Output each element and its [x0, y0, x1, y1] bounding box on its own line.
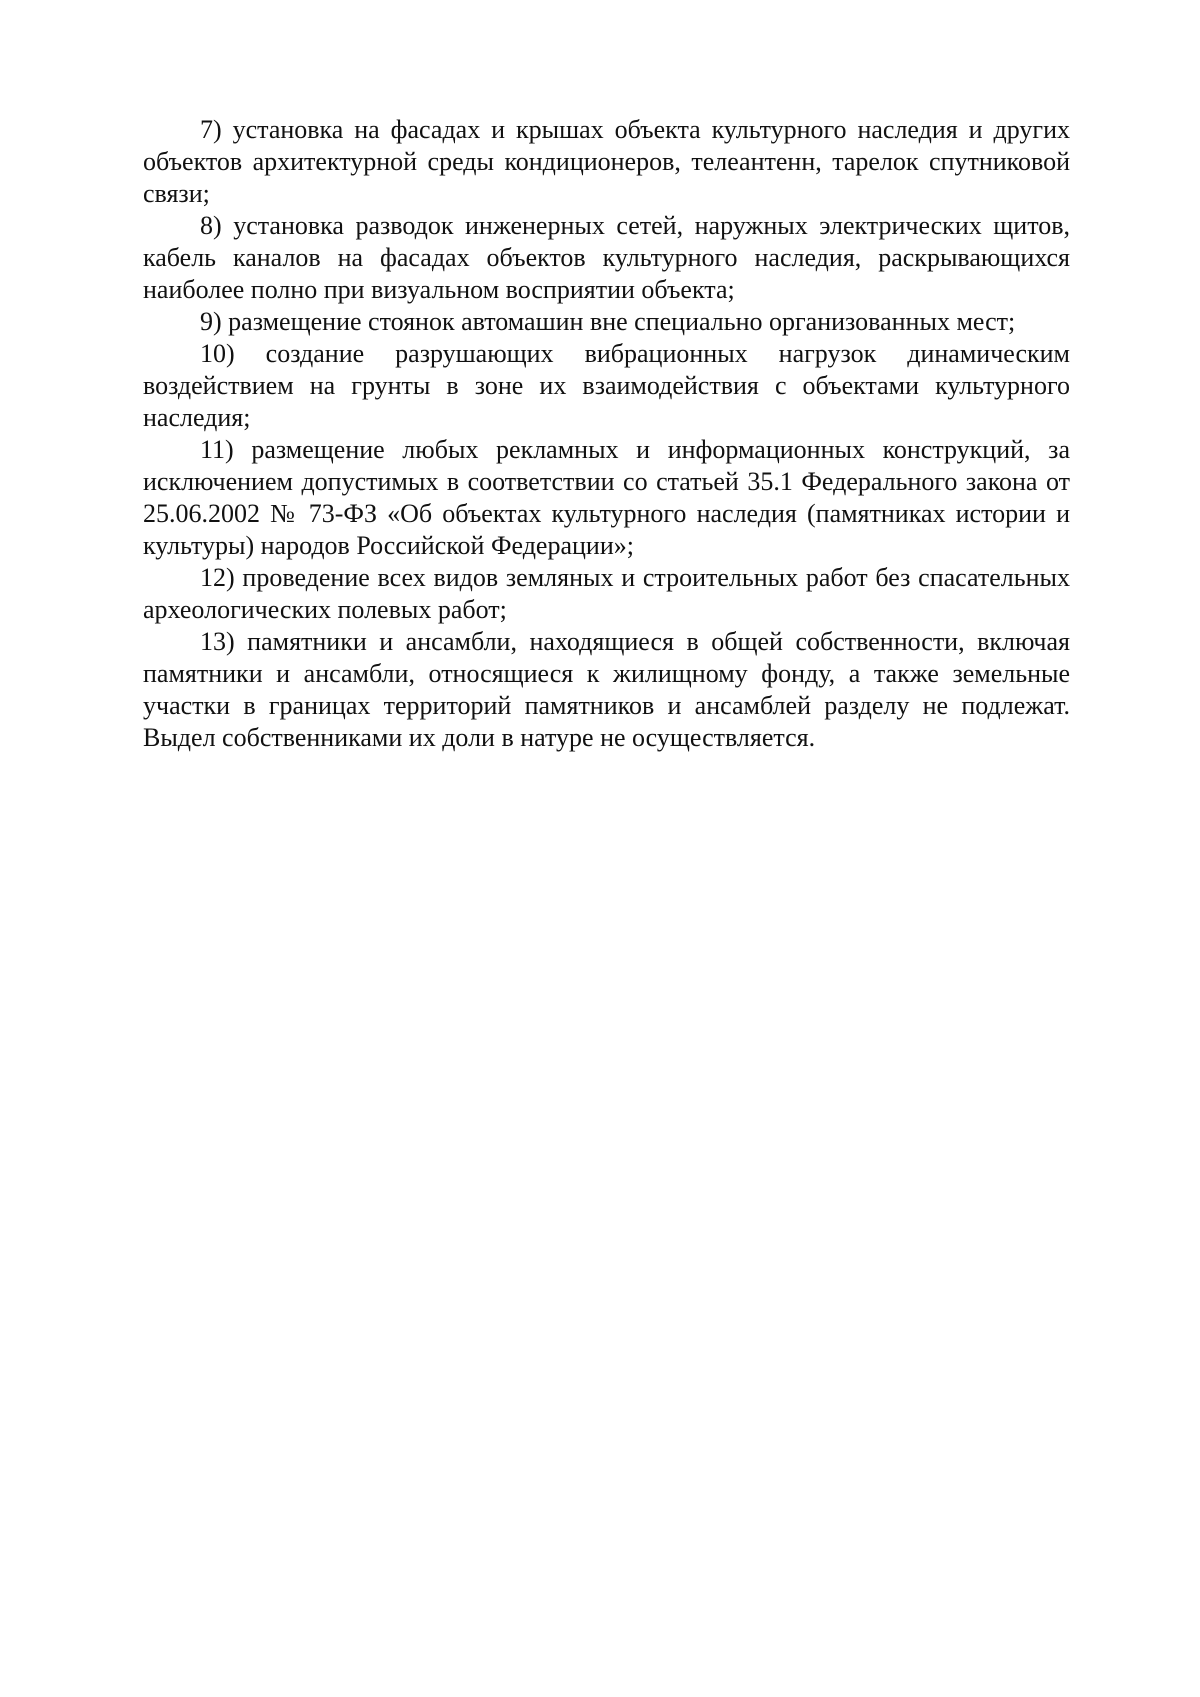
list-item-9: 9) размещение стоянок автомашин вне специально организованных мест; — [200, 307, 1016, 336]
list-item-13: 13) памятники и ансамбли, находящиеся в общей собственности, включая памятники и ансамбли, относящиеся к жилищному фонду, а также земельные участки в границах территорий памятников и ансамблей разделу не подлежат. Выдел собственниками их доли в натуре не осуществляется. — [143, 627, 1070, 752]
list-item-7: 7) установка на фасадах и крышах объекта культурного наследия и других объектов архитектурной среды кондиционеров, телеантенн, тарелок спутниковой связи; — [143, 115, 1070, 208]
list-item-11: 11) размещение любых рекламных и информационных конструкций, за исключением допустимых в соответствии со статьей 35.1 Федерального закона от 25.06.2002 № 73-ФЗ «Об объектах культурного наследия (памятниках истории и культуры) народов Российской Федерации»; — [143, 435, 1070, 560]
list-item-12: 12) проведение всех видов земляных и строительных работ без спасательных археологических полевых работ; — [143, 563, 1070, 624]
list-item-10: 10) создание разрушающих вибрационных нагрузок динамическим воздействием на грунты в зоне их взаимодействия с объектами культурного наследия; — [143, 339, 1070, 432]
document-body — [143, 114, 1070, 754]
list-item-8: 8) установка разводок инженерных сетей, наружных электрических щитов, кабель каналов на фасадах объектов культурного наследия, раскрывающихся наиболее полно при визуальном восприятии объекта; — [143, 211, 1070, 304]
